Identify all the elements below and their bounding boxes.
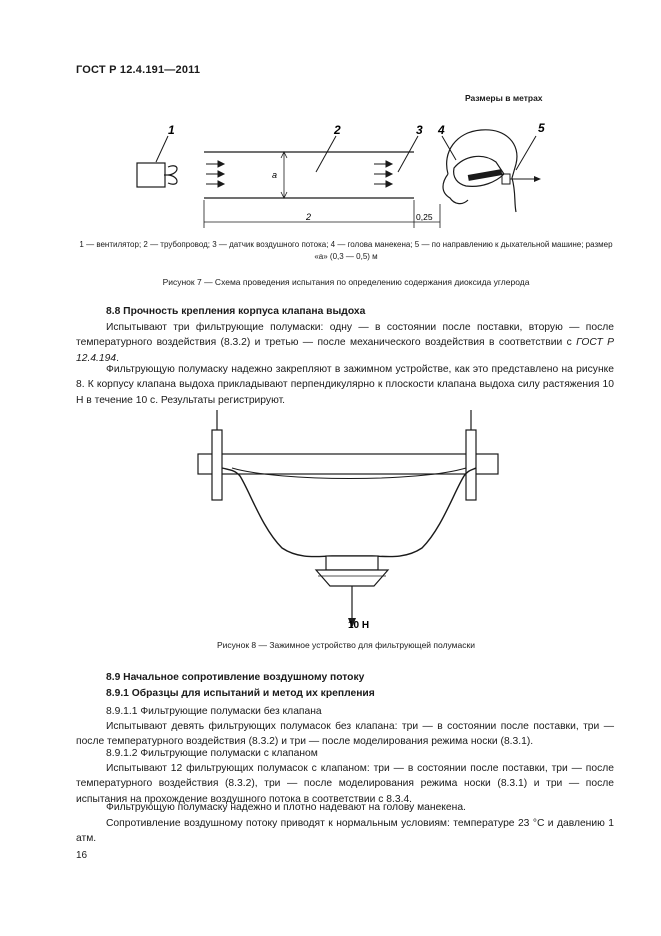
section-8-9-1-2-title: 8.9.1.2 Фильтрующие полумаски с клапаном [106,748,318,759]
p1-end: . [116,352,119,364]
label-2: 2 [334,123,341,137]
section-8-9-1-2-text: Испытывают 12 фильтрующих полумасок с клапаном: три — в состоянии после поставки, три — после температурного воздействия (8.3.2), три — после моделирования режима носки (8.3.1) и три — после испытания на прохождение воздушного потока в соответствии с 8.3.4. [76,763,614,805]
label-1: 1 [168,123,175,137]
figure-8-caption: Рисунок 8 — Зажимное устройство для фильтрующей полумаски [217,640,475,650]
label-4: 4 [438,123,445,137]
page-number: 16 [76,850,88,861]
section-8-9-1-heading: 8.9.1 Образцы для испытаний и метод их крепления [106,688,375,699]
dim-a-label: a [272,170,278,180]
valve-housing [326,556,378,570]
section-8-8-paragraph-1 [76,320,614,366]
fan-icon [168,166,177,184]
figure-7-legend: 1 — вентилятор; 2 — трубопровод; 3 — датчик воздушного потока; 4 — голова манекена; 5 — по направлению к дыхательной машине; размер «а» (0,3 — 0,5) м [79,240,613,261]
flow-arrows-right [374,161,392,187]
label-5: 5 [538,121,545,135]
dim-025-label: 0,25 [416,212,433,222]
half-mask-profile [222,468,476,557]
figure-8-diagram [190,410,510,640]
p1-text: Испытывают три фильтрующие полумаски: одну — в состоянии после поставки, вторую — после температурного воздействия (8.3.2) и третью — после механического воздействия в соответствии с [76,322,614,349]
valve-funnel [316,570,388,586]
section-8-8-paragraph-2: Фильтрующую полумаску надежно закрепляют в зажимном устройстве, как это представлено на рисунке 8. К корпусу клапана выдоха прикладывают перпендикулярно к плоскости клапана выдоха силу растяжения 10 Н в течение 10 с. Результаты регистрируют. [76,364,614,406]
p1-reference: ГОСТ Р 12.4.194 [76,337,614,364]
fan-box [137,163,165,187]
figure-7-caption: Рисунок 7 — Схема проведения испытания по определению содержания диоксида углерода [162,277,530,287]
section-8-9-1-1-title: 8.9.1.1 Фильтрующие полумаски без клапана [106,706,322,717]
dim-2-label: 2 [306,212,312,222]
section-8-9-1-1-text: Испытывают девять фильтрующих полумасок без клапана: три — в состоянии после поставки, три — после температурного воздействия (8.3.2) и три — после моделирования режима носки (8.3.1). [76,721,614,748]
figure-7-diagram [76,112,606,234]
dimensions-note: Размеры в метрах [465,93,543,103]
document-header: ГОСТ Р 12.4.191—2011 [76,64,201,76]
section-8-9-paragraph-3: Фильтрующую полумаску надежно и плотно надевают на голову манекена. [106,802,466,813]
mask-inner-edge [232,468,466,479]
flow-arrows-left [206,161,224,187]
left-clamp [207,410,227,500]
label-3: 3 [416,123,423,137]
right-clamp [461,410,481,500]
section-8-8-heading: 8.8 Прочность крепления корпуса клапана выдоха [106,306,366,317]
section-8-9-paragraph-4: Сопротивление воздушному потоку приводят к нормальным условиям: температуре 23 °С и давлению 1 атм. [76,818,614,845]
section-8-9-heading: 8.9 Начальное сопротивление воздушному потоку [106,672,365,683]
force-label: 10 Н [348,620,370,631]
